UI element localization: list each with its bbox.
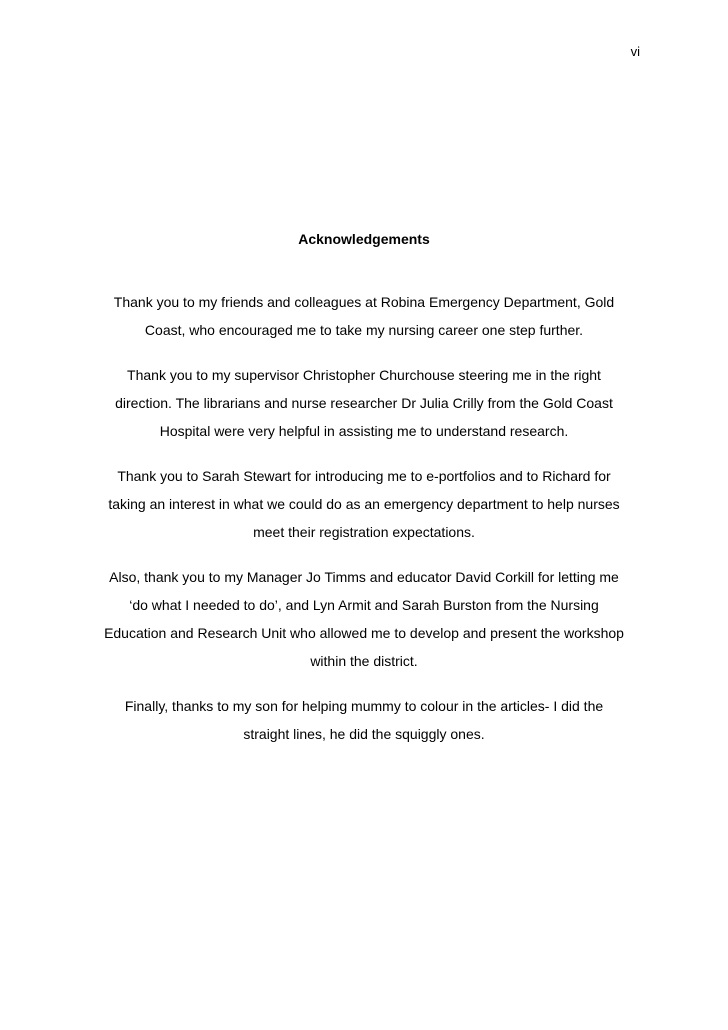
acknowledgements-body xyxy=(88,288,640,765)
text-line: Coast, who encouraged me to take my nursing career one step further. xyxy=(144,322,584,338)
text-line: Thank you to Sarah Stewart for introducing me to e-portfolios and to Richard for xyxy=(117,468,611,484)
text-line: Finally, thanks to my son for helping mummy to colour in the articles- I did the xyxy=(124,698,604,714)
text-line: taking an interest in what we could do as an emergency department to help nurses xyxy=(108,496,620,512)
text-line: Education and Research Unit who allowed me to develop and present the workshop xyxy=(104,625,624,641)
text-line: Hospital were very helpful in assisting me to understand research. xyxy=(159,423,569,439)
paragraph xyxy=(88,563,640,675)
page-number: vi xyxy=(630,44,640,59)
text-line: meet their registration expectations. xyxy=(253,524,475,540)
text-line: Thank you to my friends and colleagues at Robina Emergency Department, Gold xyxy=(113,294,615,310)
text-line: ‘do what I needed to do’, and Lyn Armit and Sarah Burston from the Nursing xyxy=(129,597,599,613)
paragraph xyxy=(88,361,640,445)
text-line: Also, thank you to my Manager Jo Timms and educator David Corkill for letting me xyxy=(109,569,619,585)
text-line: Thank you to my supervisor Christopher Churchouse steering me in the right xyxy=(127,367,601,383)
text-line: within the district. xyxy=(310,653,418,669)
paragraph xyxy=(88,462,640,546)
paragraph xyxy=(88,288,640,344)
paragraph xyxy=(88,692,640,748)
text-line: straight lines, he did the squiggly ones. xyxy=(243,726,485,742)
page-heading: Acknowledgements xyxy=(298,231,430,247)
text-line: direction. The librarians and nurse researcher Dr Julia Crilly from the Gold Coast xyxy=(115,395,613,411)
